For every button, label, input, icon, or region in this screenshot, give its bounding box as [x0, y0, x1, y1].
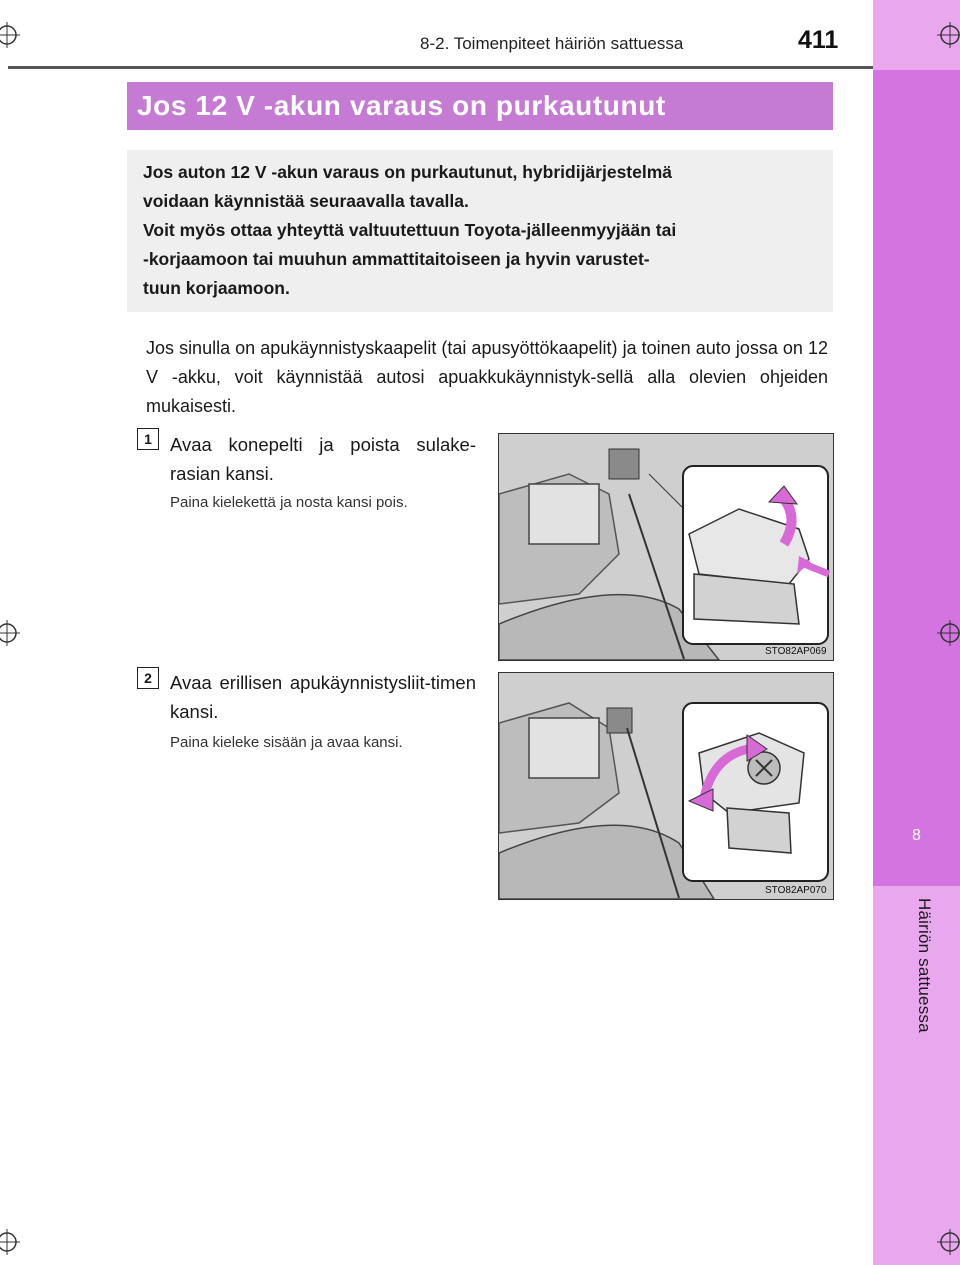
registration-mark-icon [937, 1229, 960, 1255]
step-text: Avaa erillisen apukäynnistysliit-timen kansi. [170, 672, 476, 722]
figure-code: STO82AP069 [765, 646, 827, 657]
step-text: Avaa konepelti ja poista sulake-rasian kansi. [170, 434, 476, 484]
chapter-title: Häiriön sattuessa [915, 898, 934, 1033]
chapter-number: 8 [912, 827, 921, 844]
step-number-badge: 2 [137, 667, 159, 689]
intro-line: voidaan käynnistää seuraavalla tavalla. [143, 191, 469, 211]
section-title-bar [127, 82, 833, 130]
registration-mark-icon [937, 22, 960, 48]
intro-line: Jos auton 12 V -akun varaus on purkautunut, hybridijärjestelmä [143, 162, 673, 182]
body-paragraph: Jos sinulla on apukäynnistyskaapelit (tai apusyöttökaapelit) ja toinen auto jossa on 12 V -akku, voit käynnistää autosi apuakkukäynnistyk-sellä alla olevien ohjeiden mukaisesti. [146, 338, 828, 416]
intro-line: tuun korjaamoon. [143, 278, 290, 298]
step-subtext: Paina kielekettä ja nosta kansi pois. [170, 494, 408, 511]
header-rule [8, 66, 873, 69]
breadcrumb: 8-2. Toimenpiteet häiriön sattuessa [420, 34, 684, 53]
figure-jump-start-terminal-cover [498, 672, 834, 900]
engine-bay-illustration [499, 673, 833, 899]
figure-fuse-box-cover [498, 433, 834, 661]
intro-line: -korjaamoon tai muuhun ammattitaitoiseen ja hyvin varustet- [143, 249, 650, 269]
registration-mark-icon [937, 620, 960, 646]
step-subtext: Paina kieleke sisään ja avaa kansi. [170, 734, 403, 751]
intro-text [143, 158, 819, 303]
intro-line: Voit myös ottaa yhteyttä valtuutettuun Toyota-jälleenmyyjään tai [143, 220, 677, 240]
registration-mark-icon [0, 1229, 20, 1255]
registration-mark-icon [0, 22, 20, 48]
step-number-badge: 1 [137, 428, 159, 450]
section-title: Jos 12 V -akun varaus on purkautunut [137, 90, 666, 121]
engine-bay-illustration [499, 434, 833, 660]
page-number: 411 [798, 26, 839, 54]
registration-mark-icon [0, 620, 20, 646]
figure-code: STO82AP070 [765, 885, 827, 896]
side-tab-chapter-block [873, 70, 960, 886]
